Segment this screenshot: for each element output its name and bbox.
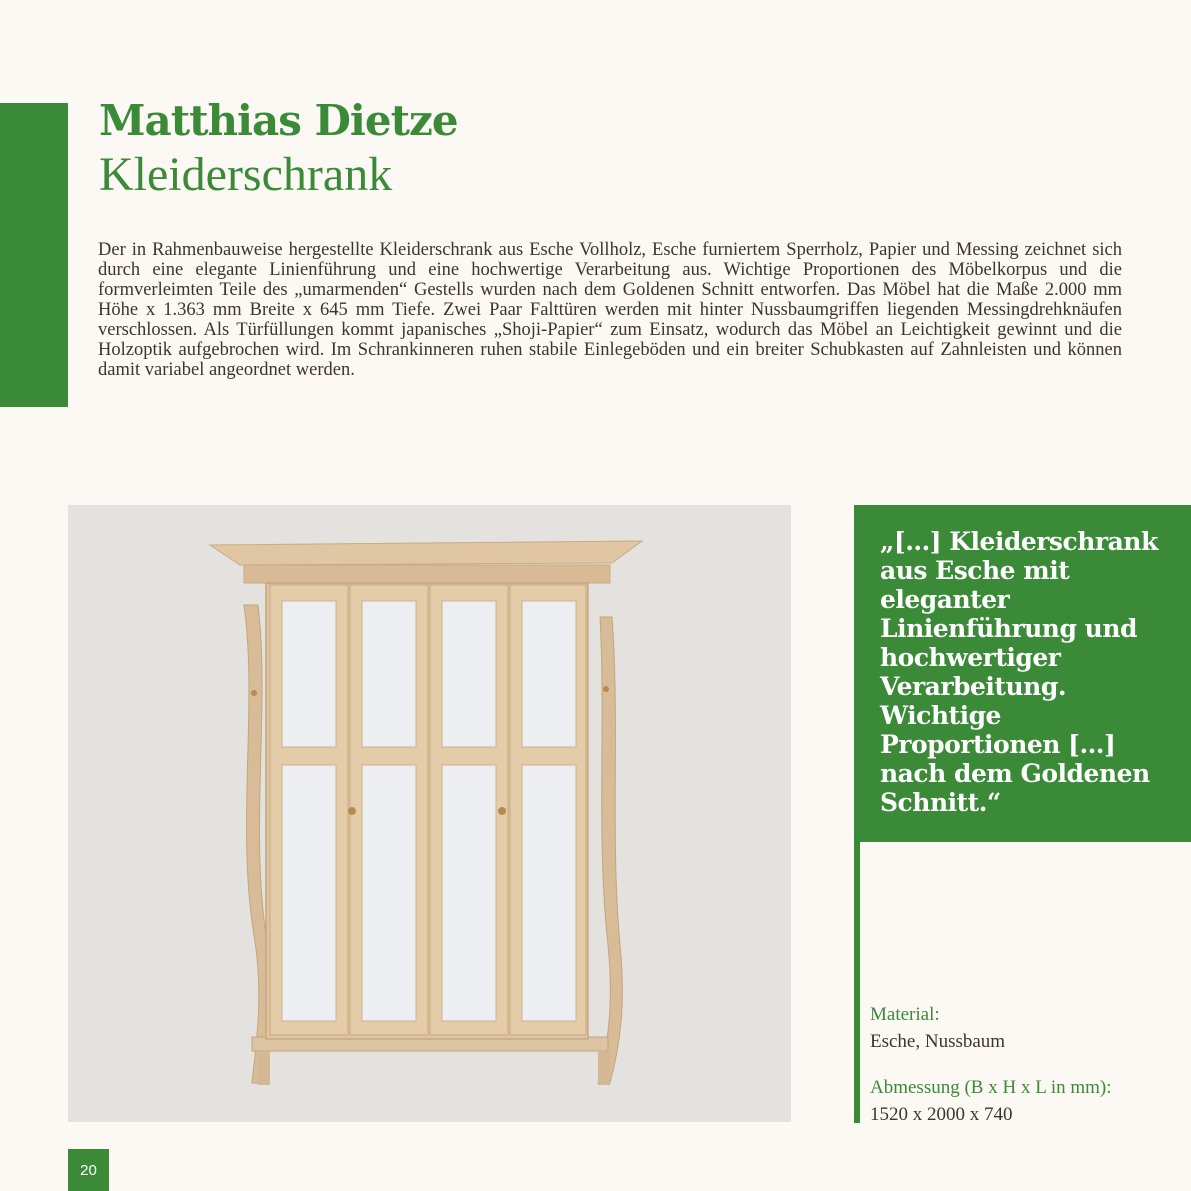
accent-bar [0, 103, 68, 407]
material-label: Material: [870, 1004, 940, 1025]
pull-quote: „[…] Kleiderschrank aus Esche mit eleganter Linienführung und hochwertiger Verarbeitung. Wichtige Proportionen […] nach dem Goldenen Schnitt.“ [880, 527, 1158, 817]
dimension-value: 1520 x 2000 x 740 [870, 1104, 1013, 1125]
quote-divider-line [854, 842, 860, 1123]
dimension-label: Abmessung (B x H x L in mm): [870, 1077, 1112, 1098]
material-value: Esche, Nussbaum [870, 1031, 1006, 1052]
description-text: Der in Rahmenbauweise hergestellte Kleiderschrank aus Esche Vollholz, Esche furniertem Sperrholz, Papier und Messing zeichnet sich durch eine elegante Linienführung und eine hochwertige Verarbeitung aus. Wichtige Proportionen des Möbelkorpus und die formverleimten Teile des „umarmenden“ Gestells wurden nach dem Goldenen Schnitt entworfen. Das Möbel hat die Maße 2.000 mm Höhe x 1.363 mm Breite x 645 mm Tiefe. Zwei Paar Falttüren werden mit hinter Nussbaumgriffen liegenden Messingdrehknäufen verschlossen. Als Türfüllungen kommt japanisches „Shoji-Papier“ zum Einsatz, wodurch das Möbel an Leichtigkeit gewinnt und die Holzoptik aufgebrochen wird. Im Schrankinneren ruhen stabile Einlegeböden und ein breiter Schubkasten auf Zahnleisten und können damit variabel angeordnet werden. [98, 240, 1122, 380]
wardrobe-photo [68, 505, 791, 1122]
item-title: Kleiderschrank [99, 148, 393, 201]
page-number: 20 [68, 1149, 109, 1191]
quote-box [854, 505, 1191, 842]
designer-name: Matthias Dietze [99, 96, 458, 145]
wardrobe-illustration [68, 505, 791, 1122]
